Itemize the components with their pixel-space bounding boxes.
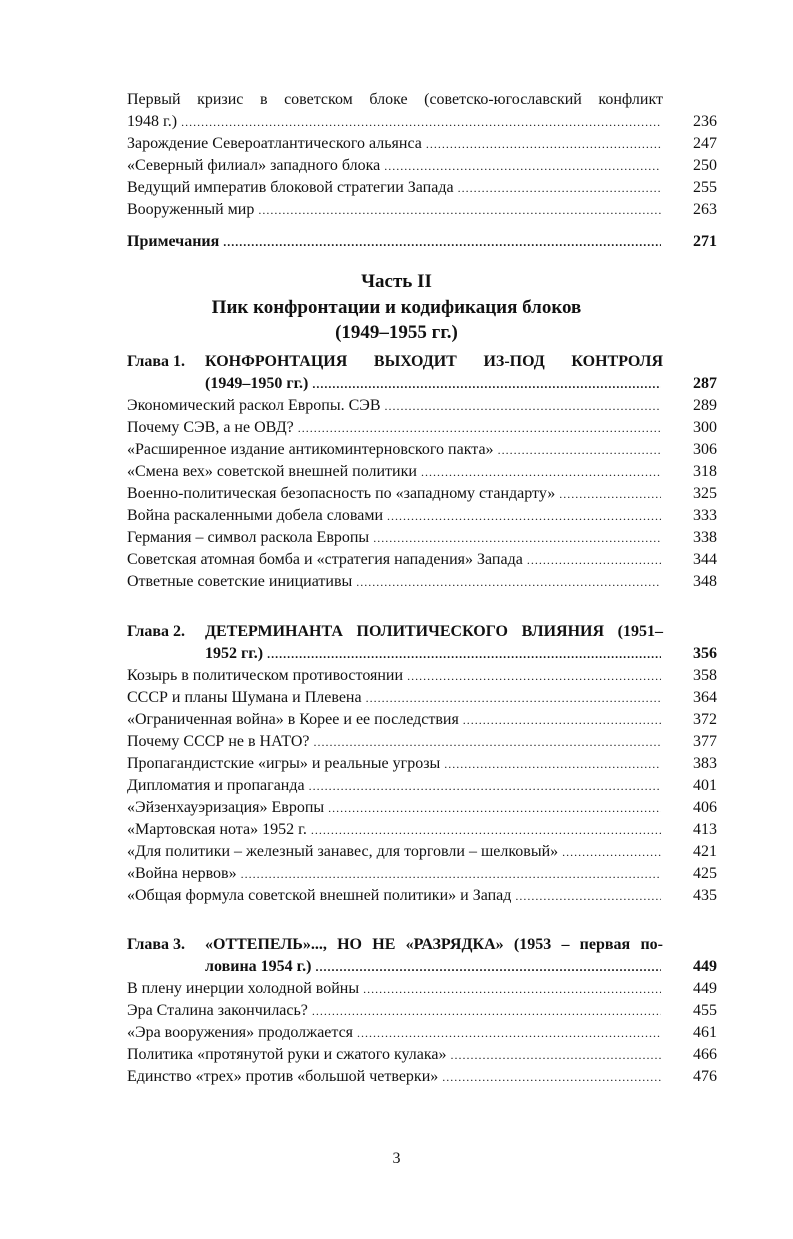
entry-title: СССР и планы Шумана и Плевена <box>127 689 362 706</box>
entry-title: Почему СССР не в НАТО? <box>127 733 310 750</box>
toc-entry[interactable] <box>127 111 717 133</box>
toc-entry[interactable] <box>127 461 717 483</box>
entry-title: Единство «трех» против «большой четверки» <box>127 1068 439 1085</box>
toc-entry[interactable] <box>127 483 717 505</box>
toc-entry[interactable] <box>127 885 717 907</box>
dot-leader <box>312 1000 661 1022</box>
toc-entry[interactable] <box>127 731 717 753</box>
dot-leader <box>356 571 661 593</box>
entry-title: В плену инерции холодной войны <box>127 980 360 997</box>
toc-entry[interactable] <box>127 133 717 155</box>
dot-leader <box>311 819 661 841</box>
entry-title: «Расширенное издание антикоминтерновского пакта» <box>127 441 494 458</box>
entry-title: Ответные советские инициативы <box>127 573 353 590</box>
entry-page: 318 <box>693 463 717 480</box>
chapter-label: Глава 3. <box>127 936 185 953</box>
chapter-heading[interactable] <box>127 621 717 665</box>
entry-page: 338 <box>693 529 717 546</box>
toc-entry[interactable] <box>127 505 717 527</box>
chapter-title-continuation[interactable] <box>127 643 717 665</box>
entry-title: «Эйзенхауэризация» Европы <box>127 799 325 816</box>
entry-title: «Мартовская нота» 1952 г. <box>127 821 307 838</box>
toc-entry[interactable] <box>127 395 717 417</box>
dot-leader <box>442 1066 661 1088</box>
toc-entry[interactable] <box>127 527 717 549</box>
page-number: 3 <box>392 1150 401 1167</box>
entry-page: 377 <box>693 733 717 750</box>
entry-title: Дипломатия и пропаганда <box>127 777 305 794</box>
dot-leader <box>241 863 661 885</box>
dot-leader <box>267 643 661 665</box>
entry-page: 476 <box>693 1068 717 1085</box>
dot-leader <box>444 753 661 775</box>
toc-entry[interactable] <box>127 665 717 687</box>
chapter-title-line2: ловина 1954 г.) <box>205 958 312 975</box>
dot-leader <box>313 731 661 753</box>
dot-leader <box>181 111 661 133</box>
part-label: Часть II <box>361 271 432 292</box>
chapter-title-continuation[interactable] <box>127 956 717 978</box>
entry-title: «Смена вех» советской внешней политики <box>127 463 417 480</box>
dot-leader <box>312 373 661 395</box>
entry-page: 344 <box>693 551 717 568</box>
entry-title: 1948 г.) <box>127 113 178 130</box>
chapter-title-line <box>127 351 717 373</box>
entry-title: Война раскаленными добела словами <box>127 507 383 524</box>
dot-leader <box>373 527 661 549</box>
entry-page: 333 <box>693 507 717 524</box>
entry-title: Почему СЭВ, а не ОВД? <box>127 419 294 436</box>
dot-leader <box>384 155 661 177</box>
toc-entry[interactable] <box>127 753 717 775</box>
entry-title: «Война нервов» <box>127 865 237 882</box>
entry-page: 413 <box>693 821 717 838</box>
entry-title: Германия – символ раскола Европы <box>127 529 370 546</box>
dot-leader <box>366 687 661 709</box>
entry-title: Примечания <box>127 233 220 250</box>
entry-page: 247 <box>693 135 717 152</box>
entry-page: 300 <box>693 419 717 436</box>
toc-entry[interactable] <box>127 199 717 221</box>
chapter-title-line <box>127 621 717 643</box>
chapter-title-line2: 1952 гг.) <box>205 645 264 662</box>
toc-entry[interactable] <box>127 687 717 709</box>
entry-title: «Для политики – железный занавес, для торговли – шелковый» <box>127 843 559 860</box>
entry-page: 263 <box>693 201 717 218</box>
chapter-1-section <box>127 351 717 593</box>
dot-leader <box>559 483 661 505</box>
entry-page: 466 <box>693 1046 717 1063</box>
chapter-page: 356 <box>693 645 717 662</box>
entry-title: Козырь в политическом противостоянии <box>127 667 404 684</box>
entry-title: Военно-политическая безопасность по «западному стандарту» <box>127 485 556 502</box>
entry-title: Пропагандистские «игры» и реальные угрозы <box>127 755 441 772</box>
entry-page: 406 <box>693 799 717 816</box>
dot-leader <box>426 133 661 155</box>
entry-title: Ведущий императив блоковой стратегии Запада <box>127 179 454 196</box>
dot-leader <box>258 199 661 221</box>
chapter-heading[interactable] <box>127 351 717 395</box>
entry-title: «Эра вооружения» продолжается <box>127 1024 354 1041</box>
entry-title: Политика «протянутой руки и сжатого кулака» <box>127 1046 447 1063</box>
entry-page: 364 <box>693 689 717 706</box>
dot-leader <box>357 1022 661 1044</box>
chapter-title: КОНФРОНТАЦИЯ ВЫХОДИТ ИЗ-ПОД КОНТРОЛЯ <box>205 353 663 370</box>
dot-leader <box>223 231 661 253</box>
entry-page: 461 <box>693 1024 717 1041</box>
entry-page: 383 <box>693 755 717 772</box>
toc-top-section <box>127 89 717 253</box>
chapter-title-line <box>127 934 717 956</box>
entry-title: Вооруженный мир <box>127 201 255 218</box>
dot-leader <box>463 709 661 731</box>
dot-leader <box>309 775 661 797</box>
entry-page: 325 <box>693 485 717 502</box>
dot-leader <box>298 417 661 439</box>
toc-entry[interactable] <box>127 841 717 863</box>
toc-entry[interactable] <box>127 978 717 1000</box>
entry-page: 306 <box>693 441 717 458</box>
toc-entry[interactable] <box>127 1044 717 1066</box>
entry-page: 455 <box>693 1002 717 1019</box>
toc-entry[interactable] <box>127 775 717 797</box>
toc-entry[interactable] <box>127 709 717 731</box>
toc-entry[interactable] <box>127 1000 717 1022</box>
toc-entry[interactable] <box>127 417 717 439</box>
dot-leader <box>458 177 661 199</box>
chapter-heading[interactable] <box>127 934 717 978</box>
dot-leader <box>315 956 661 978</box>
entry-page: 358 <box>693 667 717 684</box>
chapter-2-section <box>127 621 717 907</box>
toc-entry[interactable] <box>127 549 717 571</box>
part-title: Пик конфронтации и кодификация блоков <box>211 297 582 318</box>
dot-leader <box>328 797 661 819</box>
toc-entry[interactable] <box>127 155 717 177</box>
dot-leader <box>421 461 661 483</box>
part-years: (1949–1955 гг.) <box>335 322 458 343</box>
entry-page: 271 <box>693 233 717 250</box>
entry-page: 449 <box>693 980 717 997</box>
entry-title: «Северный филиал» западного блока <box>127 157 381 174</box>
dot-leader <box>363 978 661 1000</box>
entry-page: 255 <box>693 179 717 196</box>
entry-page: 421 <box>693 843 717 860</box>
toc-entry[interactable] <box>127 1022 717 1044</box>
dot-leader <box>451 1044 661 1066</box>
entry-title: «Ограниченная война» в Корее и ее последствия <box>127 711 459 728</box>
entry-title: «Общая формула советской внешней политики» и Запад <box>127 887 512 904</box>
dot-leader <box>385 395 662 417</box>
entry-page: 435 <box>693 887 717 904</box>
chapter-3-section <box>127 934 717 1088</box>
chapter-label: Глава 2. <box>127 623 185 640</box>
chapter-label: Глава 1. <box>127 353 185 370</box>
dot-leader <box>562 841 661 863</box>
entry-title: Советская атомная бомба и «стратегия нападения» Запада <box>127 551 523 568</box>
chapter-title-continuation[interactable] <box>127 373 717 395</box>
entry-title: Зарождение Североатлантического альянса <box>127 135 422 152</box>
chapter-page: 449 <box>693 958 717 975</box>
toc-entry[interactable] <box>127 1066 717 1088</box>
entry-page: 372 <box>693 711 717 728</box>
dot-leader <box>527 549 661 571</box>
chapter-title: ДЕТЕРМИНАНТА ПОЛИТИЧЕСКОГО ВЛИЯНИЯ (1951– <box>205 623 663 640</box>
toc-entry[interactable] <box>127 439 717 461</box>
dot-leader <box>407 665 661 687</box>
entry-page: 289 <box>693 397 717 414</box>
toc-entry[interactable] <box>127 863 717 885</box>
entry-page: 250 <box>693 157 717 174</box>
chapter-page: 287 <box>693 375 717 392</box>
toc-entry[interactable] <box>127 177 717 199</box>
toc-entry-first-line: Первый кризис в советском блоке (советско-югославский конфликт <box>127 91 663 108</box>
dot-leader <box>515 885 661 907</box>
dot-leader <box>498 439 661 461</box>
chapter-title: «ОТТЕПЕЛЬ»..., НО НЕ «РАЗРЯДКА» (1953 – первая по- <box>205 936 663 953</box>
entry-title: Экономический раскол Европы. СЭВ <box>127 397 381 414</box>
entry-page: 401 <box>693 777 717 794</box>
entry-page: 236 <box>693 113 717 130</box>
entry-page: 348 <box>693 573 717 590</box>
toc-entry[interactable] <box>127 571 717 593</box>
toc-entry-notes[interactable] <box>127 231 717 253</box>
toc-entry[interactable] <box>127 797 717 819</box>
chapter-title-line2: (1949–1950 гг.) <box>205 375 309 392</box>
dot-leader <box>387 505 661 527</box>
toc-entry[interactable] <box>127 819 717 841</box>
entry-page: 425 <box>693 865 717 882</box>
entry-title: Эра Сталина закончилась? <box>127 1002 308 1019</box>
